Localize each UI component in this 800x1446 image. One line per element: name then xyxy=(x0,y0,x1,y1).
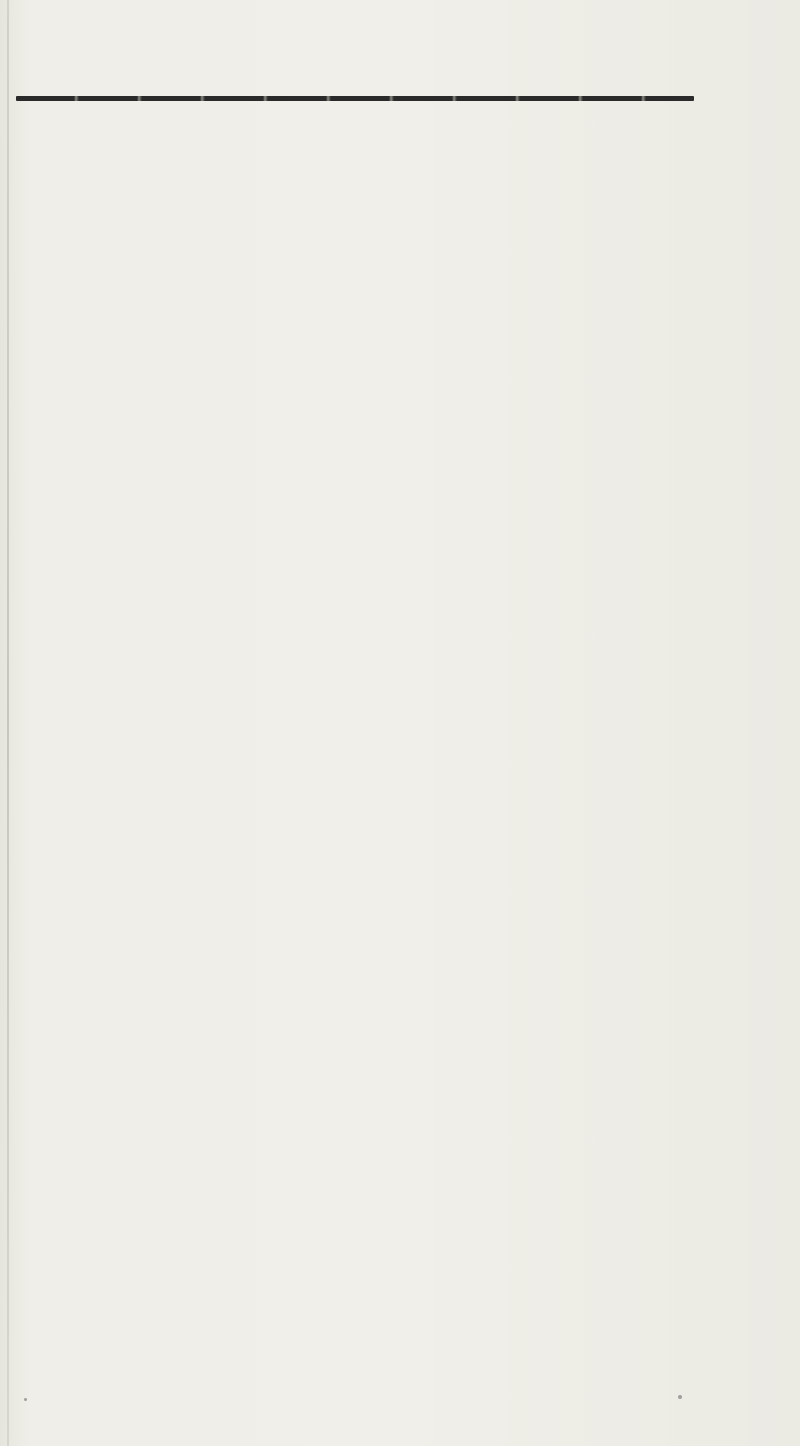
header-rule xyxy=(16,96,694,101)
paper-speck xyxy=(24,1398,27,1401)
paper-speck xyxy=(678,1395,682,1399)
binding-gutter xyxy=(7,0,9,1446)
page-header xyxy=(0,62,800,112)
